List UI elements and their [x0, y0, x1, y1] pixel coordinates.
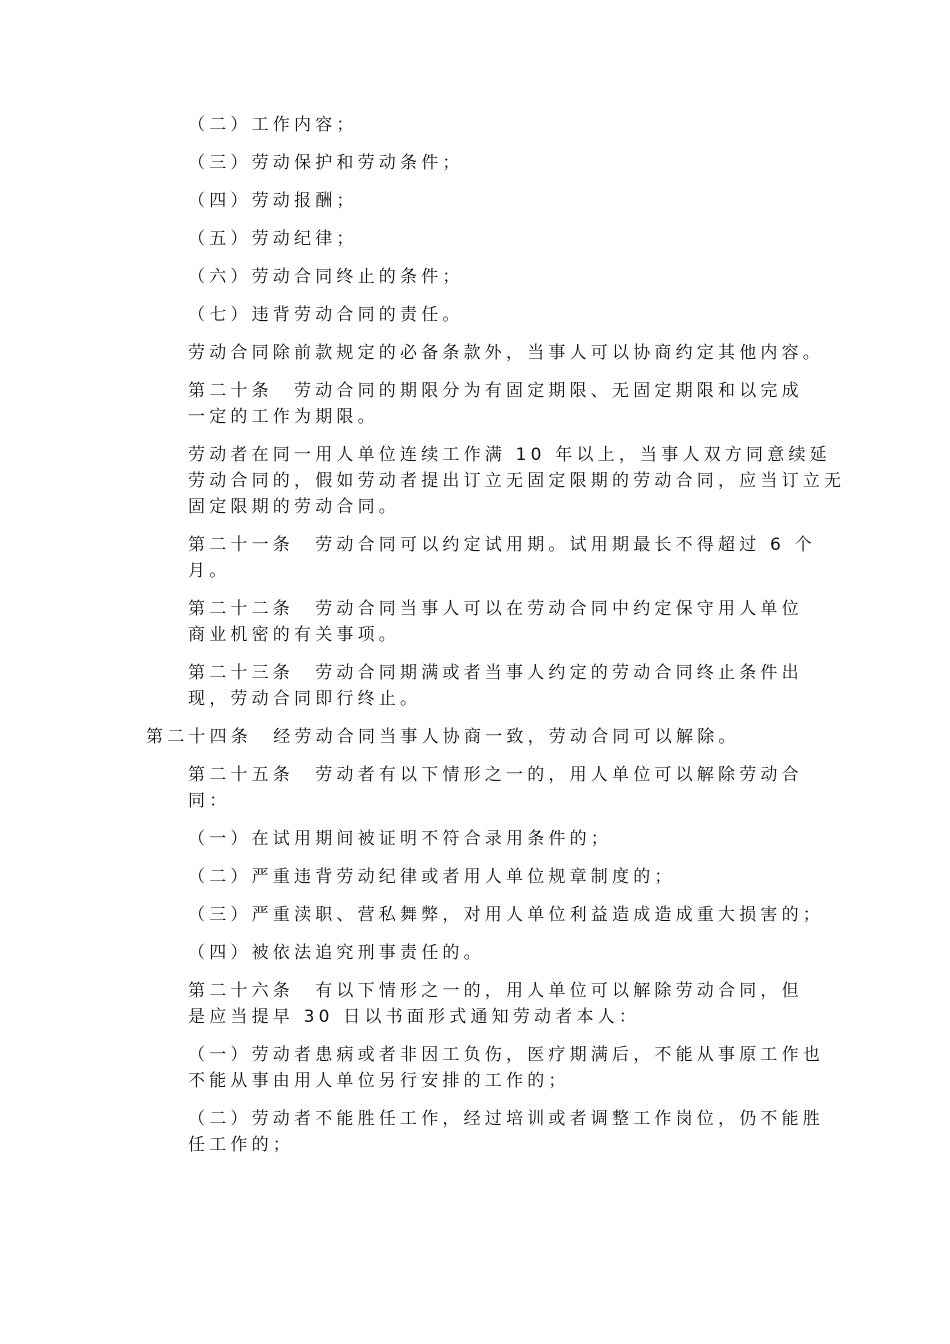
- text-line: 第二十三条 劳动合同期满或者当事人约定的劳动合同终止条件出: [188, 663, 803, 683]
- text-line: 月。: [188, 561, 231, 581]
- text-line: 第二十一条 劳动合同可以约定试用期。试用期最长不得超过 6 个: [188, 535, 816, 555]
- text-line: 第二十二条 劳动合同当事人可以在劳动合同中约定保守用人单位: [188, 599, 803, 619]
- text-line: 第二十六条 有以下情形之一的，用人单位可以解除劳动合同，但: [188, 981, 803, 1001]
- paragraph: [146, 1106, 824, 1158]
- text-line: 现，劳动合同即行终止。: [188, 689, 422, 709]
- paragraph: [146, 188, 808, 214]
- paragraph: [146, 302, 808, 328]
- text-line: 商业机密的有关事项。: [188, 625, 400, 645]
- paragraph: [146, 978, 808, 1030]
- text-line: （三）严重渎职、营私舞弊，对用人单位利益造成造成重大损害的；: [188, 905, 824, 925]
- text-line: 劳动者在同一用人单位连续工作满 10 年以上，当事人双方同意续延: [188, 445, 831, 465]
- paragraph: [146, 532, 816, 584]
- text-line: （一）劳动者患病或者非因工负伤，医疗期满后，不能从事原工作也: [188, 1045, 824, 1065]
- text-line: （一）在试用期间被证明不符合录用条件的；: [188, 829, 612, 849]
- paragraph: [146, 660, 808, 712]
- paragraph: [146, 864, 808, 890]
- paragraph: [146, 596, 808, 648]
- text-line: 任工作的；: [188, 1135, 294, 1155]
- text-line: （四）被依法追究刑事责任的。: [188, 943, 485, 963]
- paragraph: [146, 826, 808, 852]
- paragraph: [146, 724, 808, 750]
- text-line: 劳动合同除前款规定的必备条款外，当事人可以协商约定其他内容。: [188, 343, 824, 363]
- text-line: 劳动合同的，假如劳动者提出订立无固定限期的劳动合同，应当订立无: [188, 471, 846, 491]
- paragraph: [146, 1042, 824, 1094]
- paragraph: [146, 762, 808, 814]
- paragraph: [146, 150, 808, 176]
- paragraph: [146, 940, 808, 966]
- text-line: （五）劳动纪律；: [188, 229, 358, 249]
- paragraph: [146, 340, 824, 366]
- paragraph: [146, 378, 808, 430]
- paragraph: [146, 902, 824, 928]
- text-line: （二）严重违背劳动纪律或者用人单位规章制度的；: [188, 867, 676, 887]
- text-line: 固定限期的劳动合同。: [188, 497, 400, 517]
- paragraph: [146, 226, 808, 252]
- text-line: 第二十五条 劳动者有以下情形之一的，用人单位可以解除劳动合: [188, 765, 803, 785]
- paragraph: [146, 264, 808, 290]
- text-line: （四）劳动报酬；: [188, 191, 358, 211]
- text-line: （二）工作内容；: [188, 115, 358, 135]
- text-line: （三）劳动保护和劳动条件；: [188, 153, 464, 173]
- document-page: [146, 112, 846, 1170]
- text-line: （七）违背劳动合同的责任。: [188, 305, 464, 325]
- text-line: （二）劳动者不能胜任工作，经过培训或者调整工作岗位，仍不能胜: [188, 1109, 824, 1129]
- text-line: 第二十四条 经劳动合同当事人协商一致，劳动合同可以解除。: [146, 727, 740, 747]
- text-line: 第二十条 劳动合同的期限分为有固定期限、无固定期限和以完成: [188, 381, 803, 401]
- paragraph: [146, 112, 808, 138]
- text-line: 同：: [188, 791, 231, 811]
- paragraph: [146, 442, 846, 520]
- text-line: 不能从事由用人单位另行安排的工作的；: [188, 1071, 570, 1091]
- text-line: 是应当提早 30 日以书面形式通知劳动者本人：: [188, 1007, 641, 1027]
- text-line: 一定的工作为期限。: [188, 407, 379, 427]
- text-line: （六）劳动合同终止的条件；: [188, 267, 464, 287]
